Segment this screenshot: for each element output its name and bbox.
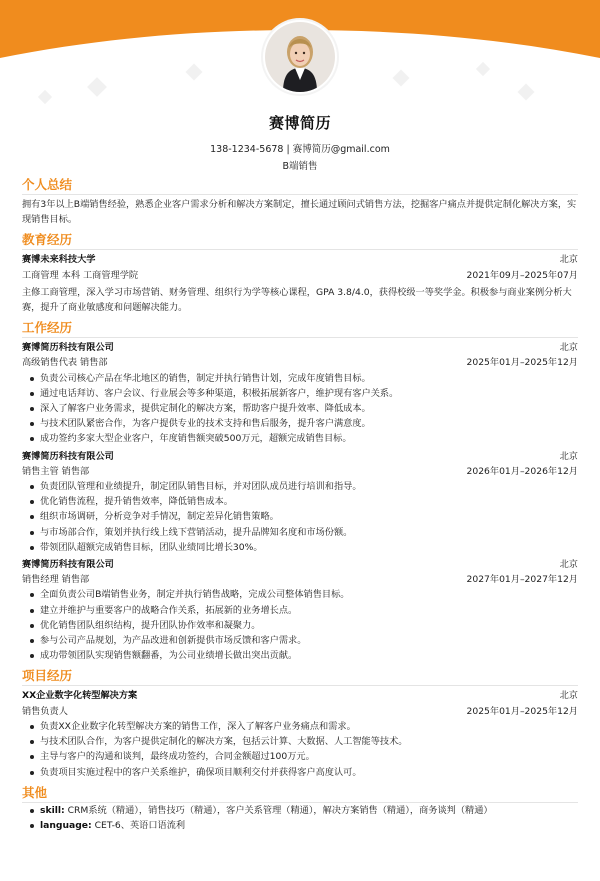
job-role: B端销售 [282, 161, 318, 172]
list-item: 通过电话拜访、客户会议、行业展会等多种渠道，积极拓展新客户，维护现有客户关系。 [30, 386, 578, 401]
list-item: 负责XX企业数字化转型解决方案的销售工作，深入了解客户业务痛点和需求。 [30, 719, 578, 734]
list-item [30, 818, 578, 833]
education-dates: 2021年09月–2025年07月 [466, 269, 578, 281]
list-item: 与技术团队紧密合作，为客户提供专业的技术支持和售后服务，提升客户满意度。 [30, 416, 578, 431]
list-item: 负责公司核心产品在华北地区的销售，制定并执行销售计划，完成年度销售目标。 [30, 371, 578, 386]
project-role: 销售负责人 [22, 705, 68, 717]
company-name: 赛博简历科技有限公司 [22, 342, 114, 354]
section-title-education: 教育经历 [22, 231, 578, 250]
project-name: XX企业数字化转型解决方案 [22, 690, 138, 702]
list-item: 成功签约多家大型企业客户，年度销售额突破500万元，超额完成销售目标。 [30, 431, 578, 446]
skill-label: skill: [40, 804, 65, 816]
section-title-projects: 项目经历 [22, 667, 578, 686]
list-item: 带领团队超额完成销售目标，团队业绩同比增长30%。 [30, 540, 578, 555]
work-location: 北京 [559, 559, 578, 571]
list-item: 组织市场调研，分析竞争对手情况，制定差异化销售策略。 [30, 509, 578, 524]
list-item: 全面负责公司B端销售业务，制定并执行销售战略，完成公司整体销售目标。 [30, 587, 578, 602]
education-detail: 工商管理 本科 工商管理学院 [22, 269, 139, 281]
page-title: 赛博简历 [268, 114, 331, 132]
work-bullets [22, 587, 578, 663]
skill-value: CRM系统（精通），销售技巧（精通），客户关系管理（精通），解决方案销售（精通），商务谈判（精通） [67, 804, 493, 816]
list-item: 负责团队管理和业绩提升，制定团队销售目标，并对团队成员进行培训和指导。 [30, 479, 578, 494]
section-title-work: 工作经历 [22, 319, 578, 338]
language-value: CET-6、英语口语流利 [94, 819, 186, 831]
project-entry [22, 686, 578, 779]
project-bullets [22, 719, 578, 780]
section-title-summary: 个人总结 [22, 176, 578, 195]
work-entry [22, 338, 578, 446]
work-entry [22, 447, 578, 555]
list-item: 主导与客户的沟通和谈判，最终成功签约，合同金额超过100万元。 [30, 749, 578, 764]
avatar [263, 20, 337, 94]
summary-text: 拥有3年以上B端销售经验，熟悉企业客户需求分析和解决方案制定，擅长通过顾问式销售方法，挖掘客户痛点并提供定制化解决方案，实现销售目标。 [22, 199, 577, 226]
resume-body [22, 176, 578, 833]
section-title-other: 其他 [22, 784, 578, 803]
company-name: 赛博简历科技有限公司 [22, 559, 114, 571]
list-item: 参与公司产品规划，为产品改进和创新提供市场反馈和客户需求。 [30, 633, 578, 648]
list-item: 成功带领团队实现销售额翻番，为公司业绩增长做出突出贡献。 [30, 648, 578, 663]
project-location: 北京 [559, 690, 578, 702]
education-description: 主修工商管理，深入学习市场营销、财务管理、组织行为学等核心课程，GPA 3.8/4.0，获得校级一等奖学金。积极参与商业案例分析大赛，提升了商业敏感度和问题解决能力。 [22, 286, 572, 314]
education-entry [22, 250, 578, 315]
resume-header [0, 112, 600, 172]
work-bullets [22, 371, 578, 447]
company-name: 赛博简历科技有限公司 [22, 450, 114, 462]
work-dates: 2027年01月–2027年12月 [466, 574, 578, 586]
language-label: language: [40, 819, 92, 831]
work-position: 销售经理 销售部 [22, 574, 90, 586]
work-bullets [22, 479, 578, 555]
school-location: 北京 [559, 254, 578, 266]
list-item [30, 803, 578, 818]
work-dates: 2025年01月–2025年12月 [466, 357, 578, 369]
list-item: 负责项目实施过程中的客户关系维护，确保项目顺利交付并获得客户高度认可。 [30, 765, 578, 780]
work-position: 销售主管 销售部 [22, 465, 90, 477]
work-entry [22, 555, 578, 663]
school-name: 赛博未来科技大学 [22, 254, 96, 266]
work-position: 高级销售代表 销售部 [22, 357, 108, 369]
list-item: 优化销售流程，提升销售效率，降低销售成本。 [30, 494, 578, 509]
other-list [22, 803, 578, 833]
list-item: 优化销售团队组织结构，提升团队协作效率和凝聚力。 [30, 618, 578, 633]
list-item: 与技术团队合作，为客户提供定制化的解决方案，包括云计算、大数据、人工智能等技术。 [30, 734, 578, 749]
work-location: 北京 [559, 450, 578, 462]
list-item: 深入了解客户业务需求，提供定制化的解决方案，帮助客户提升效率、降低成本。 [30, 401, 578, 416]
contact-line: 138-1234-5678 | 赛博简历@gmail.com [210, 144, 390, 155]
project-dates: 2025年01月–2025年12月 [466, 705, 578, 717]
profile-photo-icon [265, 22, 335, 92]
list-item: 与市场部合作，策划并执行线上线下营销活动，提升品牌知名度和市场份额。 [30, 525, 578, 540]
list-item: 建立并维护与重要客户的战略合作关系，拓展新的业务增长点。 [30, 603, 578, 618]
work-location: 北京 [559, 342, 578, 354]
work-dates: 2026年01月–2026年12月 [466, 465, 578, 477]
